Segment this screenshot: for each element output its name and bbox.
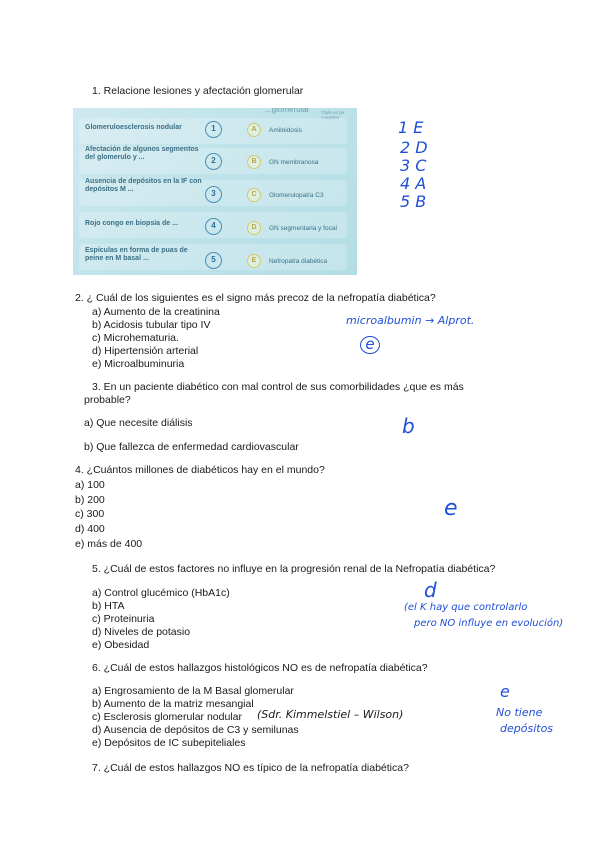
- photo-row-2-right: GN membranosa: [269, 159, 319, 166]
- q1-photo: [73, 108, 357, 275]
- q6-note-line1: No tiene: [496, 706, 543, 719]
- q6-note-line2: depósitos: [500, 722, 554, 735]
- q5-title: 5. ¿Cuál de estos factores no influye en la progresión renal de la Nefropatía diabética?: [92, 563, 496, 575]
- q3-option-b: b) Que fallezca de enfermedad cardiovascular: [84, 441, 299, 453]
- q1-answer-1: 1 E: [398, 118, 424, 137]
- q5-option-a: a) Control glucémico (HbA1c): [92, 587, 230, 599]
- photo-row-4-letter: D: [247, 221, 261, 235]
- q4-option-e: e) más de 400: [75, 538, 143, 550]
- q2-option-e: e) Microalbuminuria: [92, 358, 185, 370]
- photo-row-2-letter: B: [247, 155, 261, 169]
- photo-row-5-left: Espículas en forma de puas de peine en M basal ...: [85, 247, 188, 262]
- q2-note: microalbumin → Alprot.: [346, 314, 475, 327]
- q6-answer: e: [500, 682, 510, 701]
- photo-row-2-num: 2: [205, 153, 222, 170]
- photo-row-4-right: GN segmentaria y focal: [269, 225, 337, 232]
- q5-option-b: b) HTA: [92, 600, 125, 612]
- q2-option-c: c) Microhematuria.: [92, 332, 179, 344]
- q7-title: 7. ¿Cuál de estos hallazgos NO es típico de la nefropatía diabética?: [92, 762, 409, 774]
- photo-header: ...glomerular: [265, 108, 310, 114]
- q6-option-b: b) Aumento de la matriz mesangial: [92, 698, 254, 710]
- photo-row-1-left: Glomeruloesclerosis nodular: [85, 124, 182, 131]
- q4-option-a: a) 100: [75, 479, 105, 491]
- q2-answer: [360, 336, 380, 354]
- q4-option-c: c) 300: [75, 508, 105, 520]
- q2-option-a: a) Aumento de la creatinina: [92, 306, 220, 318]
- q4-title: 4. ¿Cuántos millones de diabéticos hay en el mundo?: [75, 464, 325, 476]
- q2-option-b: b) Acidosis tubular tipo IV: [92, 319, 211, 331]
- q6-inline-note: (Sdr. Kimmelstiel – Wilson): [257, 708, 404, 721]
- q5-note-line1: (el K hay que controlarlo: [404, 602, 528, 613]
- q2-title: 2. ¿ Cuál de los siguientes es el signo más precoz de la nefropatía diabética?: [75, 292, 436, 304]
- q4-answer: e: [444, 496, 458, 521]
- photo-row-1-letter: A: [247, 123, 261, 137]
- photo-row-1-right: Amiloidosis: [269, 127, 302, 134]
- photo-row-1-num: 1: [205, 121, 222, 138]
- photo-row-2-left: Afectación de algunos segmentos del glomerulo y ...: [85, 146, 199, 161]
- photo-row-3-num: 3: [205, 186, 222, 203]
- photo-row-3-letter: C: [247, 188, 261, 202]
- q6-title: 6. ¿Cuál de estos hallazgos histológicos NO es de nefropatía diabética?: [92, 662, 428, 674]
- q6-option-a: a) Engrosamiento de la M Basal glomerular: [92, 685, 294, 697]
- photo-row-5-num: 5: [205, 252, 222, 269]
- q1-answer-4: 4 A: [400, 174, 427, 193]
- q2-option-d: d) Hipertensión arterial: [92, 345, 199, 357]
- q5-option-c: c) Proteinuria: [92, 613, 155, 625]
- q6-option-e: e) Depósitos de IC subepiteliales: [92, 737, 246, 749]
- q1-answer-5: 5 B: [400, 192, 427, 211]
- photo-row-4-num: 4: [205, 218, 222, 235]
- q2-answer-text: e: [365, 335, 375, 353]
- q3-title-line2: probable?: [84, 394, 131, 406]
- q4-option-b: b) 200: [75, 494, 105, 506]
- q4-option-d: d) 400: [75, 523, 105, 535]
- q3-answer: b: [402, 414, 415, 438]
- q1-title: 1. Relacione lesiones y afectación glomerular: [92, 85, 304, 97]
- q1-answer-3: 3 C: [400, 156, 427, 175]
- q3-option-a: a) Que necesite diálisis: [84, 417, 193, 429]
- q6-option-d: d) Ausencia de depósitos de C3 y semilunas: [92, 724, 299, 736]
- photo-header-small: Titule es pe completo: [321, 110, 345, 120]
- q1-answer-2: 2 D: [400, 138, 428, 157]
- photo-row-5-letter: E: [247, 254, 261, 268]
- q5-note-line2: pero NO influye en evolución): [414, 618, 564, 629]
- q5-option-d: d) Niveles de potasio: [92, 626, 191, 638]
- q3-title-line1: 3. En un paciente diabético con mal control de sus comorbilidades ¿que es más: [92, 381, 464, 393]
- q6-option-c: c) Esclerosis glomerular nodular: [92, 711, 242, 723]
- photo-row-3-right: Glomerulopatía C3: [269, 192, 324, 199]
- photo-row-4-left: Rojo congo en biopsia de ...: [85, 220, 178, 227]
- q5-answer: d: [424, 578, 437, 602]
- q5-option-e: e) Obesidad: [92, 639, 150, 651]
- photo-row-3-left: Ausencia de depósitos en la IF con depósitos M ...: [85, 178, 202, 193]
- photo-row-5-right: Nefropatía diabética: [269, 258, 328, 265]
